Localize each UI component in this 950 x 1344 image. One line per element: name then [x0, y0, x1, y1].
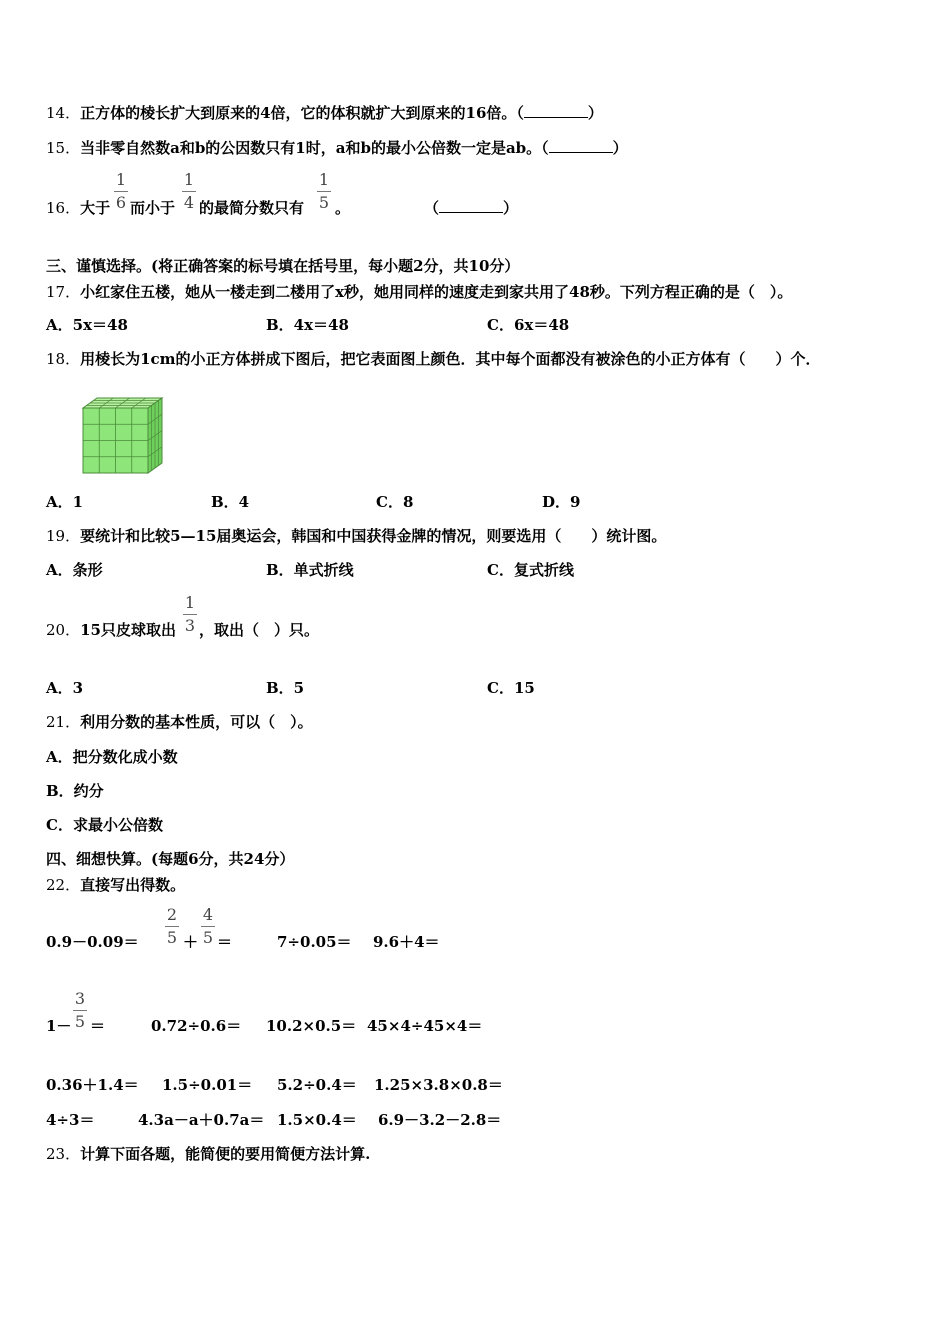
- q14-text: 正方体的棱长扩大到原来的4倍，它的体积就扩大到原来的16倍。（: [80, 104, 524, 122]
- q16-open: （: [424, 199, 440, 217]
- q21-option-b[interactable]: B．约分: [46, 782, 104, 800]
- calc-r1-equals: ＝: [217, 933, 233, 951]
- cube-figure: [80, 396, 166, 476]
- q20-text-1: 15只皮球取出: [80, 621, 176, 639]
- q18-option-d[interactable]: D．9: [542, 493, 581, 511]
- q19-number: 19．: [46, 527, 81, 545]
- question-18: [46, 348, 821, 369]
- q14-answer-blank[interactable]: [524, 105, 588, 118]
- q17-number: 17．: [46, 283, 81, 301]
- calc-r4-a: 4÷3＝: [46, 1111, 95, 1129]
- calc-r3-a: 0.36＋1.4＝: [46, 1076, 139, 1094]
- q14-number: 14．: [46, 104, 81, 122]
- question-17: [46, 281, 792, 302]
- section-3-heading: 三、谨慎选择。(将正确答案的标号填在括号里，每小题2分，共10分）: [46, 257, 520, 275]
- q22-number: 22．: [46, 876, 81, 894]
- calc-r1-fraction-1: [165, 906, 179, 947]
- question-20: [46, 619, 176, 640]
- q18-option-a[interactable]: A．1: [46, 493, 84, 511]
- section-4-heading: 四、细想快算。(每题6分，共24分）: [46, 850, 295, 868]
- q15-answer-blank[interactable]: [549, 140, 613, 153]
- q21-text: 利用分数的基本性质，可以（ ）。: [80, 713, 313, 731]
- r2-frac-denominator: 5: [74, 1012, 86, 1031]
- q16-frac3-denominator: 5: [318, 193, 330, 212]
- q20-frac-denominator: 3: [184, 616, 196, 635]
- q15-number: 15．: [46, 139, 81, 157]
- question-16: [46, 197, 110, 218]
- q16-fraction-3: [317, 171, 331, 212]
- q22-text: 直接写出得数。: [80, 876, 186, 894]
- calc-r1-a: 0.9－0.09＝: [46, 933, 139, 951]
- q16-frac1-denominator: 6: [115, 193, 127, 212]
- q16-blank-group: [424, 197, 518, 218]
- q20-option-c[interactable]: C．15: [487, 679, 535, 697]
- q16-text-2: 而小于: [130, 199, 176, 217]
- q19-option-a[interactable]: A．条形: [46, 561, 103, 579]
- calc-r1-d: 9.6＋4＝: [373, 933, 440, 951]
- q23-number: 23．: [46, 1145, 81, 1163]
- q18-option-c[interactable]: C．8: [376, 493, 414, 511]
- calc-r1-plus: ＋: [183, 933, 199, 951]
- question-15: [46, 137, 628, 158]
- q16-text-3: 的最简分数只有: [199, 199, 305, 217]
- calc-r2-b: 0.72÷0.6＝: [151, 1017, 242, 1035]
- question-14: [46, 102, 603, 123]
- question-21: [46, 711, 313, 732]
- q16-frac2-numerator: 1: [183, 170, 195, 189]
- q15-text: 当非零自然数a和b的公因数只有1时，a和b的最小公倍数一定是ab。（: [80, 139, 549, 157]
- q23-text: 计算下面各题，能简便的要用简便方法计算.: [80, 1145, 371, 1163]
- q20-text-2: ，取出（ ）只。: [199, 621, 320, 639]
- r1-frac1-denominator: 5: [166, 928, 178, 947]
- q16-close: ）: [503, 199, 519, 217]
- r1-frac1-numerator: 2: [166, 905, 178, 924]
- calc-r4-c: 1.5×0.4＝: [277, 1111, 357, 1129]
- calc-r2-a: 1－: [46, 1017, 72, 1035]
- r1-frac2-denominator: 5: [202, 928, 214, 947]
- q20-fraction: [183, 594, 197, 635]
- q19-option-c[interactable]: C．复式折线: [487, 561, 574, 579]
- question-19: [46, 525, 666, 546]
- q18-text: 用棱长为1cm的小正方体拼成下图后，把它表面图上颜色．其中每个面都没有被涂色的小正方体有（ ）个．: [80, 350, 821, 368]
- calc-r3-d: 1.25×3.8×0.8＝: [374, 1076, 503, 1094]
- calc-r3-b: 1.5÷0.01＝: [162, 1076, 253, 1094]
- q19-option-b[interactable]: B．单式折线: [266, 561, 354, 579]
- question-23: [46, 1143, 370, 1164]
- calc-r2-fraction: [73, 990, 87, 1031]
- q20-option-b[interactable]: B．5: [266, 679, 305, 697]
- q19-text: 要统计和比较5—15届奥运会，韩国和中国获得金牌的情况，则要选用（ ）统计图。: [80, 527, 667, 545]
- calc-r1-fraction-2: [201, 906, 215, 947]
- q18-number: 18．: [46, 350, 81, 368]
- q16-answer-blank[interactable]: [439, 200, 503, 213]
- q20-number: 20．: [46, 621, 81, 639]
- calc-r2-c: 10.2×0.5＝: [266, 1017, 357, 1035]
- q16-number: 16．: [46, 199, 81, 217]
- calc-r1-c: 7÷0.05＝: [277, 933, 352, 951]
- q16-frac2-denominator: 4: [183, 193, 195, 212]
- q20-option-a[interactable]: A．3: [46, 679, 84, 697]
- q16-frac3-numerator: 1: [318, 170, 330, 189]
- q15-close: ）: [612, 139, 628, 157]
- q18-option-b[interactable]: B．4: [211, 493, 250, 511]
- q17-option-b[interactable]: B．4x＝48: [266, 316, 349, 334]
- question-22: [46, 874, 185, 895]
- calc-r3-c: 5.2÷0.4＝: [277, 1076, 357, 1094]
- q20-frac-numerator: 1: [184, 593, 196, 612]
- r2-frac-numerator: 3: [74, 989, 86, 1008]
- q16-frac1-numerator: 1: [115, 170, 127, 189]
- calc-r4-b: 4.3a－a＋0.7a＝: [138, 1111, 265, 1129]
- q17-option-a[interactable]: A．5x＝48: [46, 316, 128, 334]
- q21-option-a[interactable]: A．把分数化成小数: [46, 748, 178, 766]
- q17-option-c[interactable]: C．6x＝48: [487, 316, 570, 334]
- r1-frac2-numerator: 4: [202, 905, 214, 924]
- q16-fraction-2: [182, 171, 196, 212]
- q17-text: 小红家住五楼，她从一楼走到二楼用了x秒，她用同样的速度走到家共用了48秒。下列方程正确的是（ ）。: [80, 283, 793, 301]
- calc-r2-d: 45×4÷45×4＝: [367, 1017, 483, 1035]
- q16-text-1: 大于: [80, 199, 111, 217]
- calc-r2-equals: ＝: [90, 1017, 106, 1035]
- q16-fraction-1: [114, 171, 128, 212]
- calc-r4-d: 6.9－3.2－2.8＝: [378, 1111, 502, 1129]
- q21-option-c[interactable]: C．求最小公倍数: [46, 816, 163, 834]
- q14-close: ）: [587, 104, 603, 122]
- q16-text-4: 。: [335, 199, 351, 217]
- q21-number: 21．: [46, 713, 81, 731]
